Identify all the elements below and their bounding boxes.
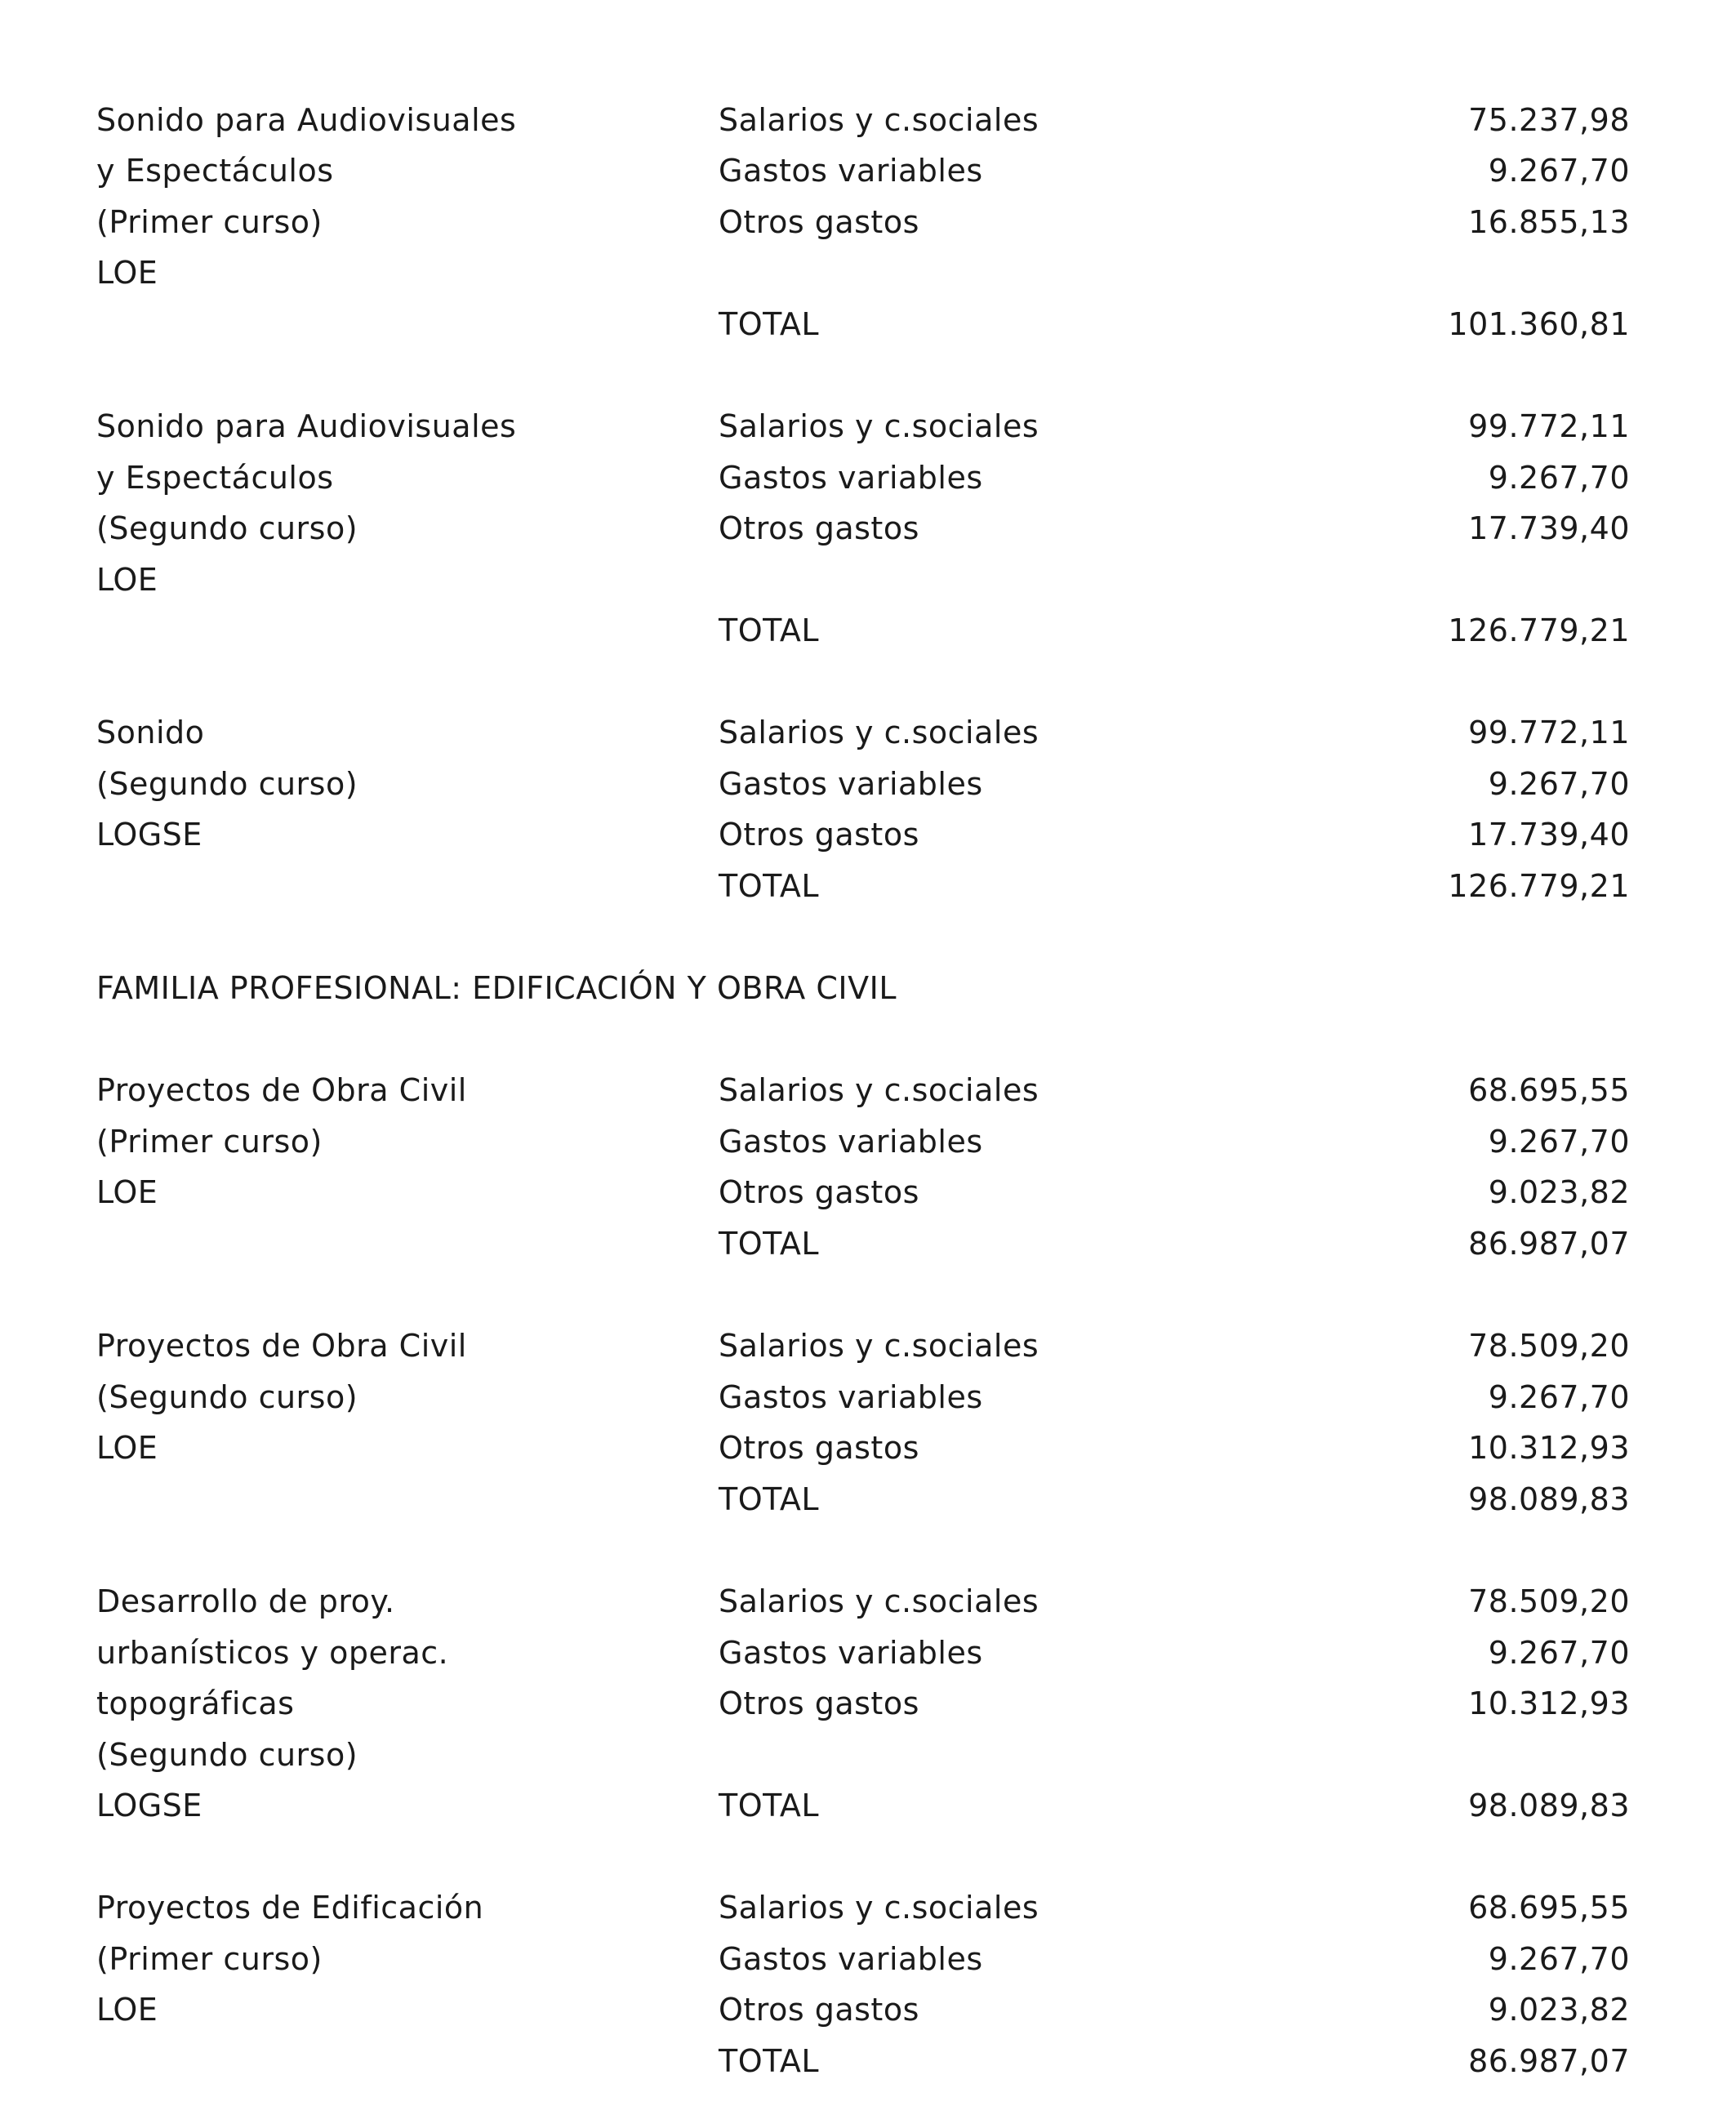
section-description-line: (Primer curso)	[96, 1124, 323, 1160]
total-value: 98.089,83	[1468, 1481, 1630, 1517]
section-description-line: LOE	[96, 1430, 158, 1466]
total-value: 126.779,21	[1448, 612, 1630, 648]
section-description-line: Sonido para Audiovisuales	[96, 102, 517, 138]
total-value: 126.779,21	[1448, 868, 1630, 904]
cost-item-label: Salarios y c.sociales	[719, 1328, 1039, 1364]
total-label: TOTAL	[719, 612, 820, 648]
cost-item-value: 75.237,98	[1468, 102, 1630, 138]
section-description-line: LOE	[96, 562, 158, 598]
total-label: TOTAL	[719, 1226, 820, 1262]
cost-item-label: Otros gastos	[719, 817, 919, 853]
cost-item-label: Otros gastos	[719, 1430, 919, 1466]
cost-item-value: 9.267,70	[1488, 766, 1630, 802]
cost-item-value: 78.509,20	[1468, 1328, 1630, 1364]
total-value: 86.987,07	[1468, 2043, 1630, 2079]
cost-item-label: Salarios y c.sociales	[719, 1583, 1039, 1619]
section-description-line: LOGSE	[96, 817, 203, 853]
section-description-line: LOE	[96, 1174, 158, 1210]
section-description-line: LOGSE	[96, 1788, 203, 1823]
section-description-line: Proyectos de Obra Civil	[96, 1328, 467, 1364]
total-label: TOTAL	[719, 2043, 820, 2079]
family-heading: FAMILIA PROFESIONAL: EDIFICACIÓN Y OBRA CIVIL	[96, 970, 897, 1006]
cost-item-label: Otros gastos	[719, 1685, 919, 1721]
total-label: TOTAL	[719, 868, 820, 904]
cost-item-label: Salarios y c.sociales	[719, 1072, 1039, 1108]
total-value: 101.360,81	[1448, 306, 1630, 342]
cost-item-value: 9.267,70	[1488, 1635, 1630, 1671]
cost-item-label: Salarios y c.sociales	[719, 408, 1039, 444]
cost-item-value: 68.695,55	[1468, 1890, 1630, 1926]
section-description-line: LOE	[96, 1992, 158, 2028]
cost-item-value: 9.267,70	[1488, 1379, 1630, 1415]
section-description-line: (Primer curso)	[96, 204, 323, 240]
section-description-line: Proyectos de Edificación	[96, 1890, 484, 1926]
cost-item-label: Otros gastos	[719, 1992, 919, 2028]
section-description-line: (Segundo curso)	[96, 1737, 358, 1773]
total-value: 86.987,07	[1468, 1226, 1630, 1262]
section-description-line: (Segundo curso)	[96, 766, 358, 802]
section-description-line: y Espectáculos	[96, 153, 334, 189]
cost-item-label: Gastos variables	[719, 460, 983, 496]
cost-item-value: 99.772,11	[1468, 408, 1630, 444]
cost-item-label: Gastos variables	[719, 1635, 983, 1671]
section-description-line: LOE	[96, 255, 158, 291]
cost-item-value: 17.739,40	[1468, 817, 1630, 853]
cost-item-value: 9.267,70	[1488, 1941, 1630, 1977]
section-description-line: urbanísticos y operac.	[96, 1635, 449, 1671]
cost-item-label: Gastos variables	[719, 1941, 983, 1977]
cost-item-value: 68.695,55	[1468, 1072, 1630, 1108]
total-label: TOTAL	[719, 306, 820, 342]
cost-item-label: Gastos variables	[719, 766, 983, 802]
cost-item-label: Salarios y c.sociales	[719, 1890, 1039, 1926]
section-description-line: topográficas	[96, 1685, 295, 1721]
cost-item-value: 99.772,11	[1468, 715, 1630, 750]
total-value: 98.089,83	[1468, 1788, 1630, 1823]
cost-item-label: Otros gastos	[719, 1174, 919, 1210]
cost-item-label: Gastos variables	[719, 1124, 983, 1160]
section-description-line: (Segundo curso)	[96, 510, 358, 546]
cost-item-label: Salarios y c.sociales	[719, 102, 1039, 138]
cost-item-value: 9.267,70	[1488, 1124, 1630, 1160]
cost-item-value: 10.312,93	[1468, 1685, 1630, 1721]
section-description-line: Sonido para Audiovisuales	[96, 408, 517, 444]
cost-item-label: Gastos variables	[719, 1379, 983, 1415]
section-description-line: (Segundo curso)	[96, 1379, 358, 1415]
cost-item-value: 17.739,40	[1468, 510, 1630, 546]
total-label: TOTAL	[719, 1481, 820, 1517]
section-description-line: Sonido	[96, 715, 205, 750]
cost-item-value: 10.312,93	[1468, 1430, 1630, 1466]
cost-item-value: 78.509,20	[1468, 1583, 1630, 1619]
section-description-line: y Espectáculos	[96, 460, 334, 496]
section-description-line: Desarrollo de proy.	[96, 1583, 395, 1619]
section-description-line: (Primer curso)	[96, 1941, 323, 1977]
cost-item-value: 9.267,70	[1488, 153, 1630, 189]
total-label: TOTAL	[719, 1788, 820, 1823]
cost-item-value: 9.023,82	[1488, 1174, 1630, 1210]
section-description-line: Proyectos de Obra Civil	[96, 1072, 467, 1108]
cost-item-label: Gastos variables	[719, 153, 983, 189]
cost-item-value: 9.023,82	[1488, 1992, 1630, 2028]
cost-item-value: 16.855,13	[1468, 204, 1630, 240]
cost-item-value: 9.267,70	[1488, 460, 1630, 496]
cost-item-label: Otros gastos	[719, 510, 919, 546]
cost-item-label: Salarios y c.sociales	[719, 715, 1039, 750]
cost-item-label: Otros gastos	[719, 204, 919, 240]
